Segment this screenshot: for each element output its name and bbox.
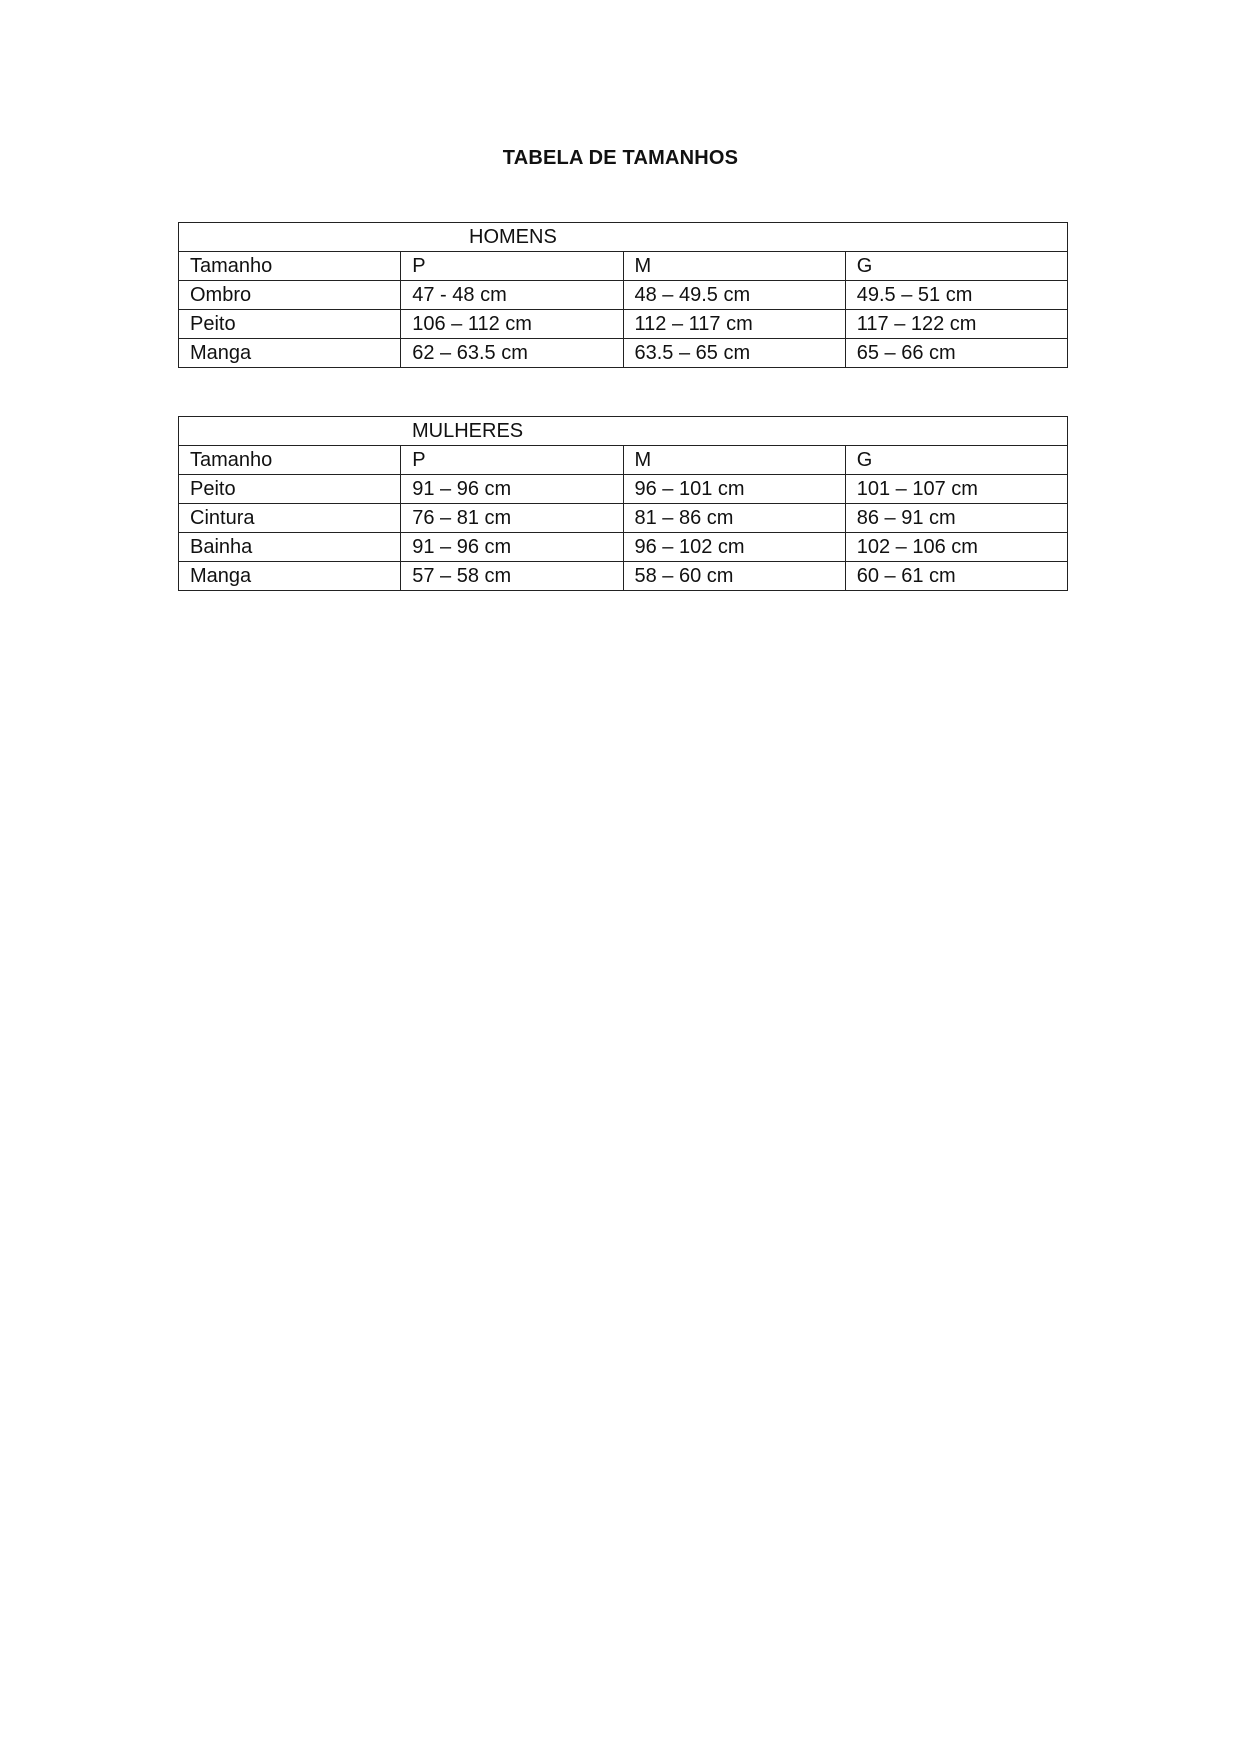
- table-cell: 49.5 – 51 cm: [845, 281, 1067, 310]
- table-row: [179, 475, 1068, 504]
- table-cell: 60 – 61 cm: [845, 562, 1067, 591]
- header-cell: Tamanho: [179, 446, 401, 475]
- row-label: Cintura: [179, 504, 401, 533]
- table-cell: 81 – 86 cm: [623, 504, 845, 533]
- women-size-table: [178, 416, 1068, 591]
- table-row: [179, 533, 1068, 562]
- men-size-table: [178, 222, 1068, 368]
- table-cell: 106 – 112 cm: [401, 310, 623, 339]
- table-cell: 86 – 91 cm: [845, 504, 1067, 533]
- table-row: [179, 339, 1068, 368]
- header-cell: G: [845, 446, 1067, 475]
- table-group-row: [179, 223, 1068, 252]
- table-row: [179, 310, 1068, 339]
- table-cell: 91 – 96 cm: [401, 475, 623, 504]
- row-label: Ombro: [179, 281, 401, 310]
- table-cell: 63.5 – 65 cm: [623, 339, 845, 368]
- table-header-row: [179, 446, 1068, 475]
- row-label: Peito: [179, 475, 401, 504]
- page-title: TABELA DE TAMANHOS: [502, 147, 739, 169]
- row-label: Bainha: [179, 533, 401, 562]
- group-label-men: HOMENS: [179, 223, 1068, 252]
- table-cell: 65 – 66 cm: [845, 339, 1067, 368]
- table-cell: 62 – 63.5 cm: [401, 339, 623, 368]
- table-group-row: [179, 417, 1068, 446]
- table-cell: 112 – 117 cm: [623, 310, 845, 339]
- table-cell: 117 – 122 cm: [845, 310, 1067, 339]
- table-cell: 76 – 81 cm: [401, 504, 623, 533]
- table-cell: 96 – 102 cm: [623, 533, 845, 562]
- table-cell: 91 – 96 cm: [401, 533, 623, 562]
- header-cell: P: [401, 446, 623, 475]
- header-cell: Tamanho: [179, 252, 401, 281]
- table-header-row: [179, 252, 1068, 281]
- table-cell: 96 – 101 cm: [623, 475, 845, 504]
- row-label: Manga: [179, 562, 401, 591]
- header-cell: M: [623, 446, 845, 475]
- row-label: Peito: [179, 310, 401, 339]
- table-cell: 101 – 107 cm: [845, 475, 1067, 504]
- table-cell: 47 - 48 cm: [401, 281, 623, 310]
- table-cell: 57 – 58 cm: [401, 562, 623, 591]
- header-cell: M: [623, 252, 845, 281]
- table-cell: 48 – 49.5 cm: [623, 281, 845, 310]
- header-cell: G: [845, 252, 1067, 281]
- table-cell: 58 – 60 cm: [623, 562, 845, 591]
- table-row: [179, 562, 1068, 591]
- table-cell: 102 – 106 cm: [845, 533, 1067, 562]
- table-row: [179, 504, 1068, 533]
- table-row: [179, 281, 1068, 310]
- row-label: Manga: [179, 339, 401, 368]
- header-cell: P: [401, 252, 623, 281]
- group-label-women: MULHERES: [179, 417, 1068, 446]
